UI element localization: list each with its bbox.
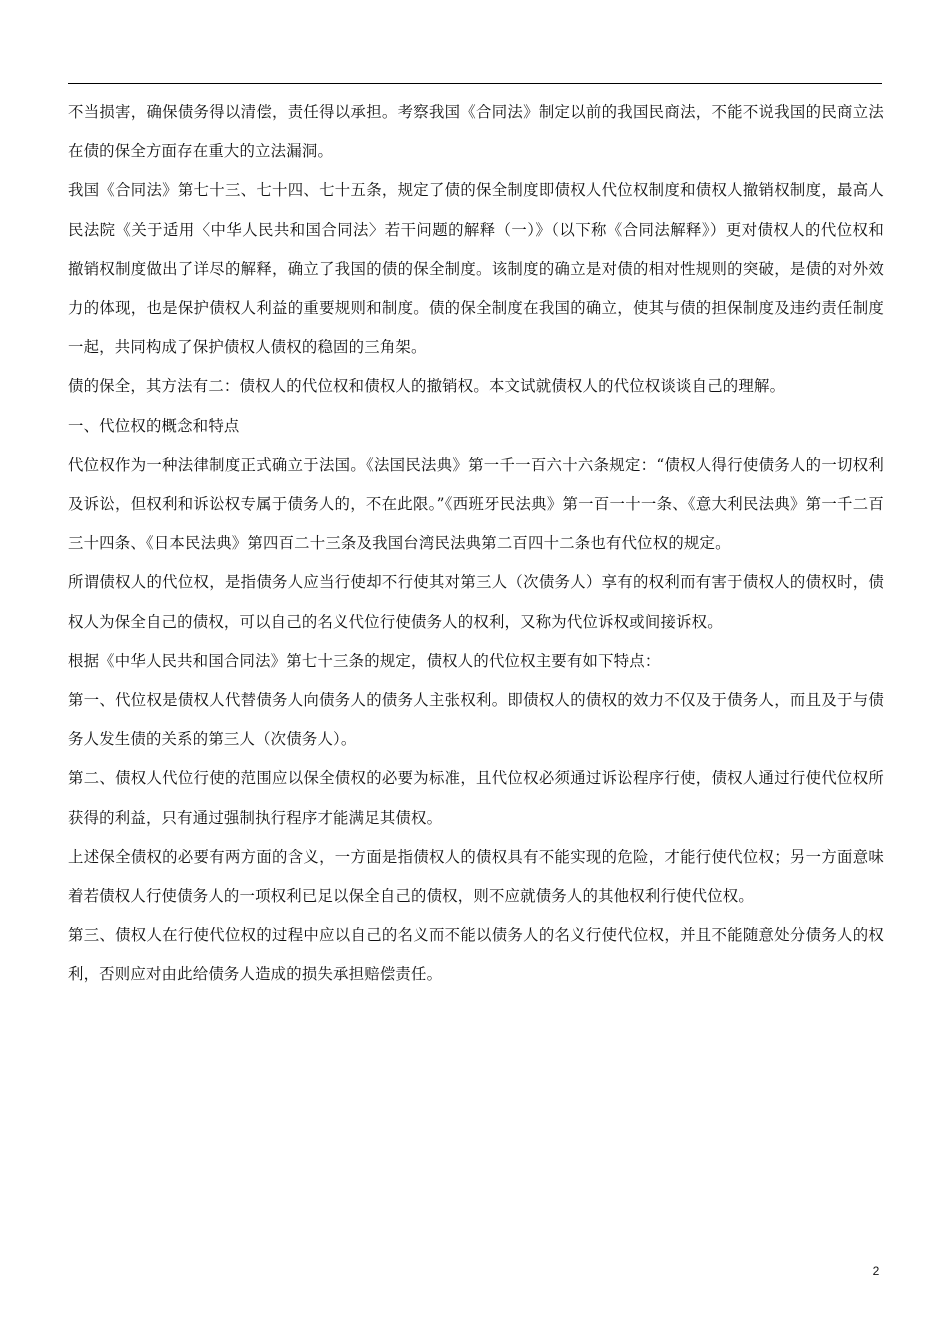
paragraph-9: 第二、债权人代位行使的范围应以保全债权的必要为标准，且代位权必须通过诉讼程序行使，债权人通过行使代位权所获得的利益，只有通过强制执行程序才能满足其债权。 [68,769,884,827]
paragraph-1: 不当损害，确保债务得以清偿，责任得以承担。考察我国《合同法》制定以前的我国民商法，不能不说我国的民商立法在债的保全方面存在重大的立法漏洞。 [68,103,884,161]
header-rule [68,83,882,84]
section-heading: 一、代位权的概念和特点 [68,416,240,435]
paragraph-3: 债的保全，其方法有二：债权人的代位权和债权人的撤销权。本文试就债权人的代位权谈谈自己的理解。 [68,377,786,396]
paragraph-5: 代位权作为一种法律制度正式确立于法国。《法国民法典》第一千一百六十六条规定：“债权人得行使债务人的一切权利及诉讼，但权利和诉讼权专属于债务人的，不在此限。”《西班牙民法典》第一百一十一条、《意大利民法典》第一千二百三十四条、《日本民法典》第四百二十三条及我国台湾民法典第二百四十二条也有代位权的规定。 [68,455,884,553]
paragraph-11: 第三、债权人在行使代位权的过程中应以自己的名义而不能以债务人的名义行使代位权，并且不能随意处分债务人的权利，否则应对由此给债务人造成的损失承担赔偿责任。 [68,926,884,984]
paragraph-10: 上述保全债权的必要有两方面的含义，一方面是指债权人的债权具有不能实现的危险，才能行使代位权；另一方面意味着若债权人行使债务人的一项权利已足以保全自己的债权，则不应就债务人的其他权利行使代位权。 [68,847,884,906]
paragraph-7: 根据《中华人民共和国合同法》第七十三条的规定，债权人的代位权主要有如下特点： [68,651,661,670]
paragraph-2: 我国《合同法》第七十三、七十四、七十五条，规定了债的保全制度即债权人代位权制度和债权人撤销权制度，最高人民法院《关于适用〈中华人民共和国合同法〉若干问题的解释（一）》（以下称《合同法解释》）更对债权人的代位权和撤销权制度做出了详尽的解释，确立了我国的债的保全制度。该制度的确立是对债的相对性规则的突破，是债的对外效力的体现，也是保护债权人利益的重要规则和制度。债的保全制度在我国的确立，使其与债的担保制度及违约责任制度一起，共同构成了保护债权人债权的稳固的三角架。 [68,181,884,357]
paragraph-8: 第一、代位权是债权人代替债务人向债务人的债务人主张权利。即债权人的债权的效力不仅及于债务人，而且及于与债务人发生债的关系的第三人（次债务人）。 [68,691,884,749]
document-body [68,93,884,995]
paragraph-6: 所谓债权人的代位权，是指债务人应当行使却不行使其对第三人（次债务人）享有的权利而有害于债权人的债权时，债权人为保全自己的债权，可以自己的名义代位行使债务人的权利，又称为代位诉权或间接诉权。 [68,573,884,631]
page-number: 2 [872,1264,880,1278]
